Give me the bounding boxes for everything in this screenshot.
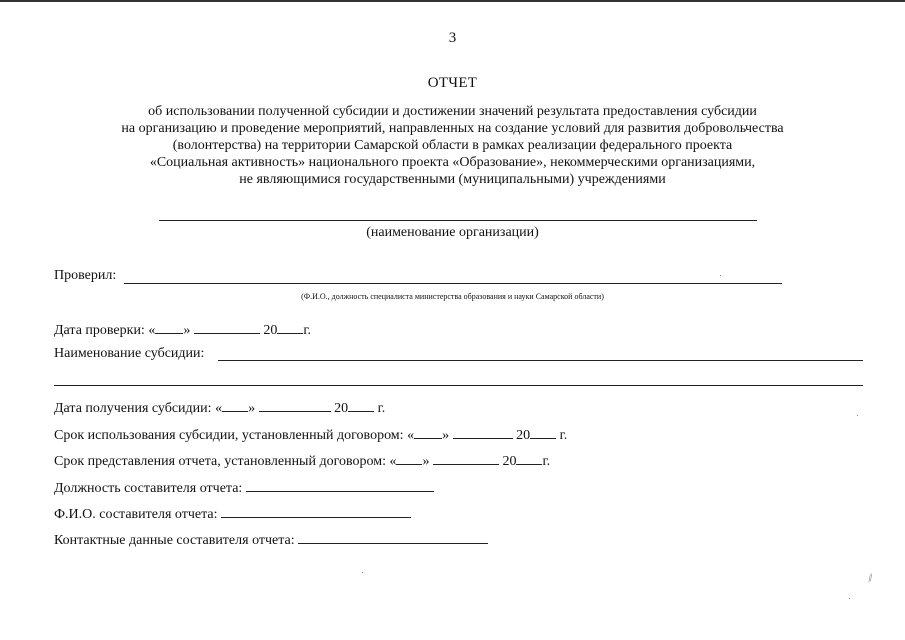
receipt-month-field[interactable] xyxy=(259,398,331,412)
checked-by-line[interactable] xyxy=(124,283,782,284)
open-quote: « xyxy=(407,428,415,443)
year-suffix: г. xyxy=(377,401,386,416)
report-month-field[interactable] xyxy=(433,451,499,465)
usage-year-field[interactable] xyxy=(530,425,556,439)
scan-speck xyxy=(857,415,858,416)
report-term-row xyxy=(54,451,550,470)
year-suffix: г. xyxy=(559,428,568,443)
report-term-label: Срок представления отчета, установленный договором: xyxy=(54,454,386,469)
scan-speck xyxy=(362,572,363,573)
document-title: ОТЧЕТ xyxy=(427,75,478,91)
subtitle-line: (волонтерства) на территории Самарской области в рамках реализации федерального проекта xyxy=(172,138,733,153)
year-suffix: г. xyxy=(303,323,311,338)
check-date-row xyxy=(54,320,311,339)
subtitle-line: «Социальная активность» национального проекта «Образование», некоммерческими организациями, xyxy=(149,155,756,170)
scan-speck xyxy=(720,275,721,276)
receipt-date-row xyxy=(54,398,385,417)
author-name-row xyxy=(54,504,411,523)
usage-day-field[interactable] xyxy=(414,425,442,439)
checked-by-label: Проверил: xyxy=(54,268,117,283)
subsidy-name-label: Наименование субсидии: xyxy=(54,346,205,361)
close-quote: » xyxy=(183,323,191,338)
year-prefix: 20 xyxy=(502,454,517,469)
organization-name-line[interactable] xyxy=(159,220,757,221)
subsidy-name-line-2[interactable] xyxy=(54,385,863,386)
close-quote: » xyxy=(442,428,450,443)
author-name-field[interactable] xyxy=(221,504,411,518)
year-prefix: 20 xyxy=(334,401,349,416)
subtitle-line: об использовании полученной субсидии и достижении значений результата предоставления субсидии xyxy=(148,104,757,119)
check-date-label: Дата проверки: xyxy=(54,323,145,338)
usage-term-row xyxy=(54,425,567,444)
check-day-field[interactable] xyxy=(155,320,183,334)
subtitle-line: не являющимися государственными (муниципальными) учреждениями xyxy=(239,172,666,187)
open-quote: « xyxy=(148,323,156,338)
scan-speck xyxy=(849,598,850,599)
report-day-field[interactable] xyxy=(396,451,422,465)
check-month-field[interactable] xyxy=(194,320,260,334)
check-year-field[interactable] xyxy=(277,320,303,334)
author-contacts-row xyxy=(54,530,488,549)
author-position-label: Должность составителя отчета: xyxy=(54,481,243,496)
receipt-date-label: Дата получения субсидии: xyxy=(54,401,212,416)
open-quote: « xyxy=(215,401,223,416)
year-prefix: 20 xyxy=(263,323,278,338)
year-prefix: 20 xyxy=(516,428,531,443)
receipt-year-field[interactable] xyxy=(348,398,374,412)
author-position-field[interactable] xyxy=(246,478,434,492)
open-quote: « xyxy=(389,454,397,469)
usage-month-field[interactable] xyxy=(453,425,513,439)
subtitle-line: на организацию и проведение мероприятий, направленных на создание условий для развития добровольчества xyxy=(121,121,784,136)
organization-name-caption: (наименование организации) xyxy=(366,225,539,240)
author-contacts-field[interactable] xyxy=(298,530,488,544)
report-year-field[interactable] xyxy=(516,451,542,465)
author-contacts-label: Контактные данные составителя отчета: xyxy=(54,533,295,548)
pen-mark: ⁄⁄ xyxy=(866,572,875,585)
author-position-row xyxy=(54,478,434,497)
close-quote: » xyxy=(248,401,256,416)
close-quote: » xyxy=(422,454,430,469)
year-suffix: г. xyxy=(542,454,551,469)
receipt-day-field[interactable] xyxy=(222,398,248,412)
checked-by-caption: (Ф.И.О., должность специалиста министерства образования и науки Самарской области) xyxy=(301,292,604,301)
page-number: 3 xyxy=(448,30,457,46)
usage-term-label: Срок использования субсидии, установленный договором: xyxy=(54,428,404,443)
author-name-label: Ф.И.О. составителя отчета: xyxy=(54,507,218,522)
subsidy-name-line-1[interactable] xyxy=(218,360,863,361)
